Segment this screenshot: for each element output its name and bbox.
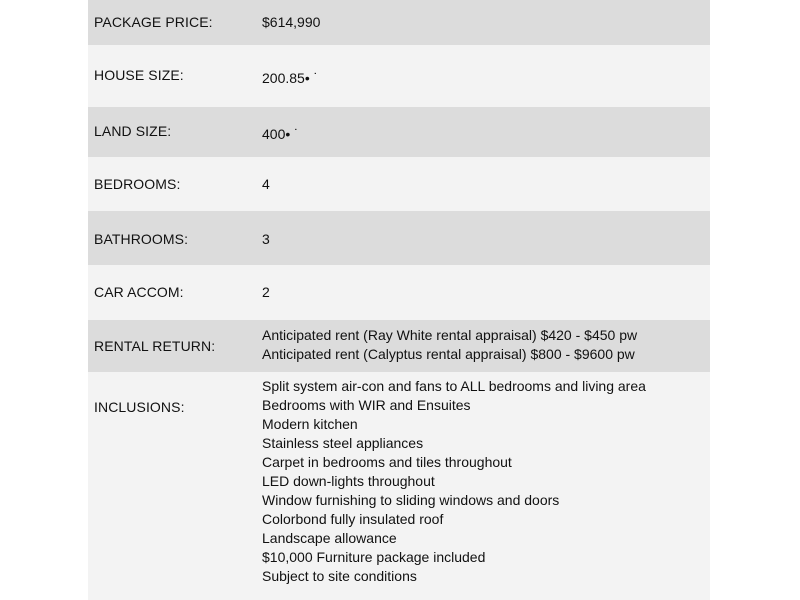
inclusion-item: Carpet in bedrooms and tiles throughout	[262, 454, 512, 470]
bedrooms-label: BEDROOMS:	[94, 176, 181, 192]
rental-return-lines	[262, 326, 637, 364]
inclusion-item: Landscape allowance	[262, 530, 397, 546]
property-spec-table	[88, 0, 710, 600]
inclusion-item: Subject to site conditions	[262, 568, 417, 584]
inclusion-item: Stainless steel appliances	[262, 435, 424, 451]
bedrooms-value: 4	[262, 176, 270, 192]
row-house-size	[88, 45, 710, 107]
rental-line: Anticipated rent (Ray White rental appraisal) $420 - $450 pw	[262, 327, 638, 343]
rental-line: Anticipated rent (Calyptus rental appraisal) $800 - $9600 pw	[262, 346, 635, 362]
row-bedrooms	[88, 157, 710, 211]
package-price-value: $614,990	[262, 14, 321, 30]
row-bathrooms	[88, 211, 710, 265]
row-car-accom	[88, 265, 710, 320]
inclusion-item: Modern kitchen	[262, 416, 358, 432]
inclusion-item: Bedrooms with WIR and Ensuites	[262, 397, 471, 413]
row-package-price	[88, 0, 710, 45]
row-inclusions	[88, 372, 710, 600]
inclusion-item: Colorbond fully insulated roof	[262, 511, 444, 527]
row-land-size	[88, 107, 710, 157]
land-size-value: 400• ˙	[262, 126, 299, 142]
car-accom-label: CAR ACCOM:	[94, 284, 184, 300]
inclusion-item: Window furnishing to sliding windows and doors	[262, 492, 560, 508]
package-price-label: PACKAGE PRICE:	[94, 14, 213, 30]
inclusions-list	[262, 377, 646, 586]
inclusion-item: Split system air-con and fans to ALL bedrooms and living area	[262, 378, 646, 394]
inclusion-item: LED down-lights throughout	[262, 473, 435, 489]
rental-return-label: RENTAL RETURN:	[94, 338, 216, 354]
car-accom-value: 2	[262, 284, 270, 300]
inclusions-label: INCLUSIONS:	[94, 399, 185, 415]
row-rental-return	[88, 320, 710, 372]
house-size-value: 200.85• ˙	[262, 70, 319, 86]
bathrooms-label: BATHROOMS:	[94, 231, 189, 247]
bathrooms-value: 3	[262, 231, 270, 247]
house-size-label: HOUSE SIZE:	[94, 67, 184, 83]
land-size-label: LAND SIZE:	[94, 123, 172, 139]
inclusion-item: $10,000 Furniture package included	[262, 549, 486, 565]
